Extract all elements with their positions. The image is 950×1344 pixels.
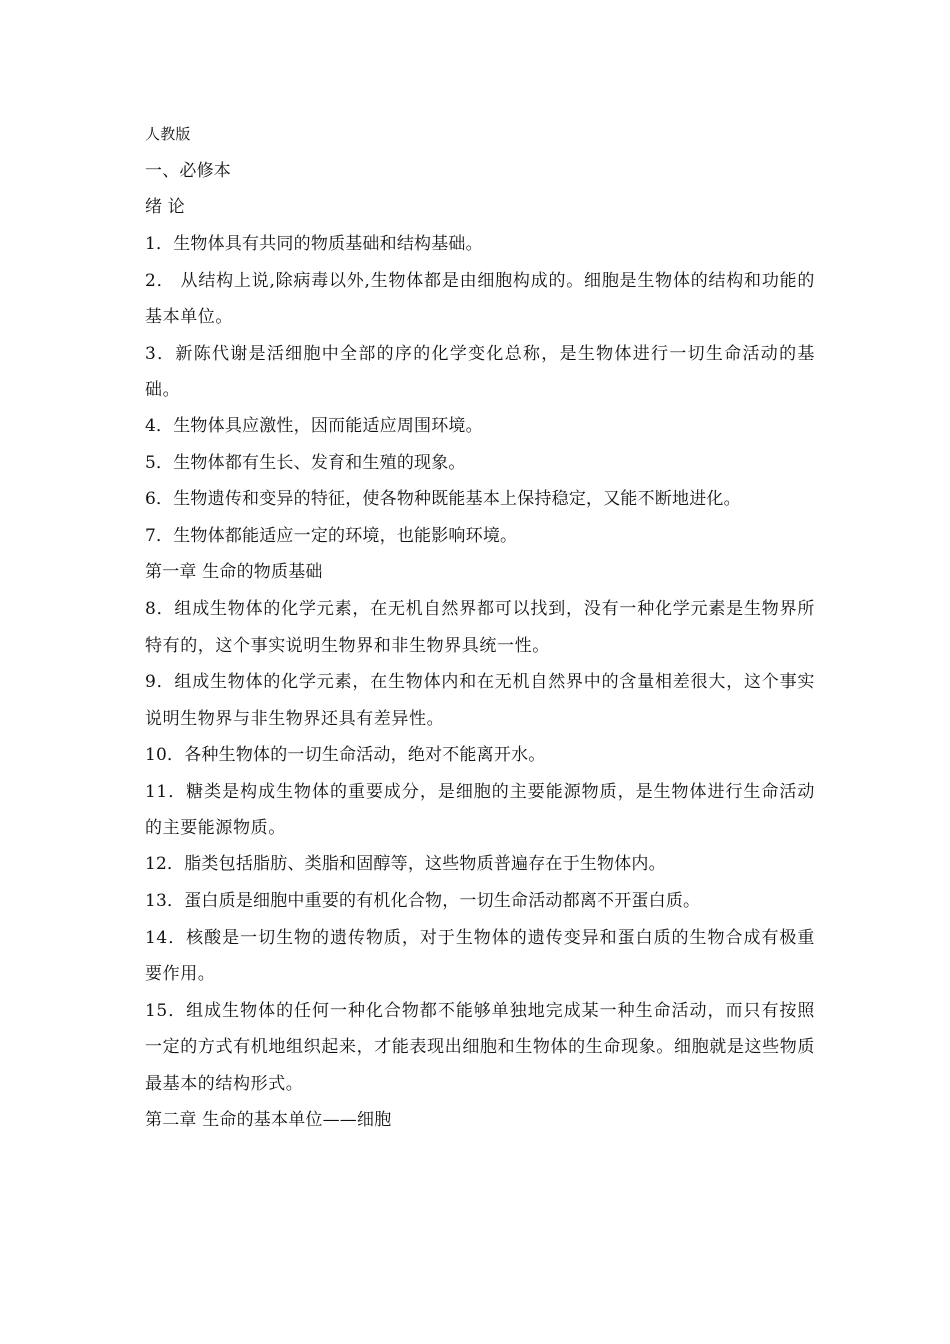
chapter1-heading: 第一章 生命的物质基础: [145, 562, 323, 582]
chapter1-item-11: 11．糖类是构成生物体的重要成分，是细胞的主要能源物质，是生物体进行生命活动的主要能源物质。: [145, 781, 815, 838]
chapter1-item-9: 9．组成生物体的化学元素，在生物体内和在无机自然界中的含量相差很大，这个事实说明生物界与非生物界还具有差异性。: [145, 672, 815, 729]
intro-item-2: 2． 从结构上说,除病毒以外,生物体都是由细胞构成的。细胞是生物体的结构和功能的基本单位。: [145, 270, 815, 327]
intro-item-7: 7．生物体都能适应一定的环境，也能影响环境。: [145, 525, 518, 546]
intro-heading: 绪 论: [145, 197, 186, 217]
chapter1-item-15: 15．组成生物体的任何一种化合物都不能够单独地完成某一种生命活动，而只有按照一定的方式有机地组织起来，才能表现出细胞和生物体的生命现象。细胞就是这些物质最基本的结构形式。: [145, 1000, 815, 1094]
chapter1-item-13: 13．蛋白质是细胞中重要的有机化合物，一切生命活动都离不开蛋白质。: [145, 890, 701, 911]
chapter2-heading: 第二章 生命的基本单位——细胞: [145, 1109, 392, 1130]
edition-label: 人教版: [145, 125, 191, 143]
intro-item-1: 1．生物体具有共同的物质基础和结构基础。: [145, 233, 483, 254]
section-heading: 一、必修本: [145, 160, 231, 181]
document-body: [145, 124, 815, 1146]
chapter1-item-10: 10．各种生物体的一切生命活动，绝对不能离开水。: [145, 744, 546, 765]
intro-item-5: 5．生物体都有生长、发育和生殖的现象。: [145, 452, 466, 473]
intro-item-4: 4．生物体具应激性，因而能适应周围环境。: [145, 416, 483, 436]
chapter1-item-12: 12．脂类包括脂肪、类脂和固醇等，这些物质普遍存在于生物体内。: [145, 854, 666, 874]
chapter1-item-14: 14．核酸是一切生物的遗传物质，对于生物体的遗传变异和蛋白质的生物合成有极重要作用。: [145, 927, 815, 984]
intro-item-3: 3．新陈代谢是活细胞中全部的序的化学变化总称，是生物体进行一切生命活动的基础。: [145, 343, 815, 400]
intro-item-6: 6．生物遗传和变异的特征，使各物种既能基本上保持稳定，又能不断地进化。: [145, 489, 741, 509]
chapter1-item-8: 8．组成生物体的化学元素，在无机自然界都可以找到，没有一种化学元素是生物界所特有的，这个事实说明生物界和非生物界具统一性。: [145, 599, 815, 656]
